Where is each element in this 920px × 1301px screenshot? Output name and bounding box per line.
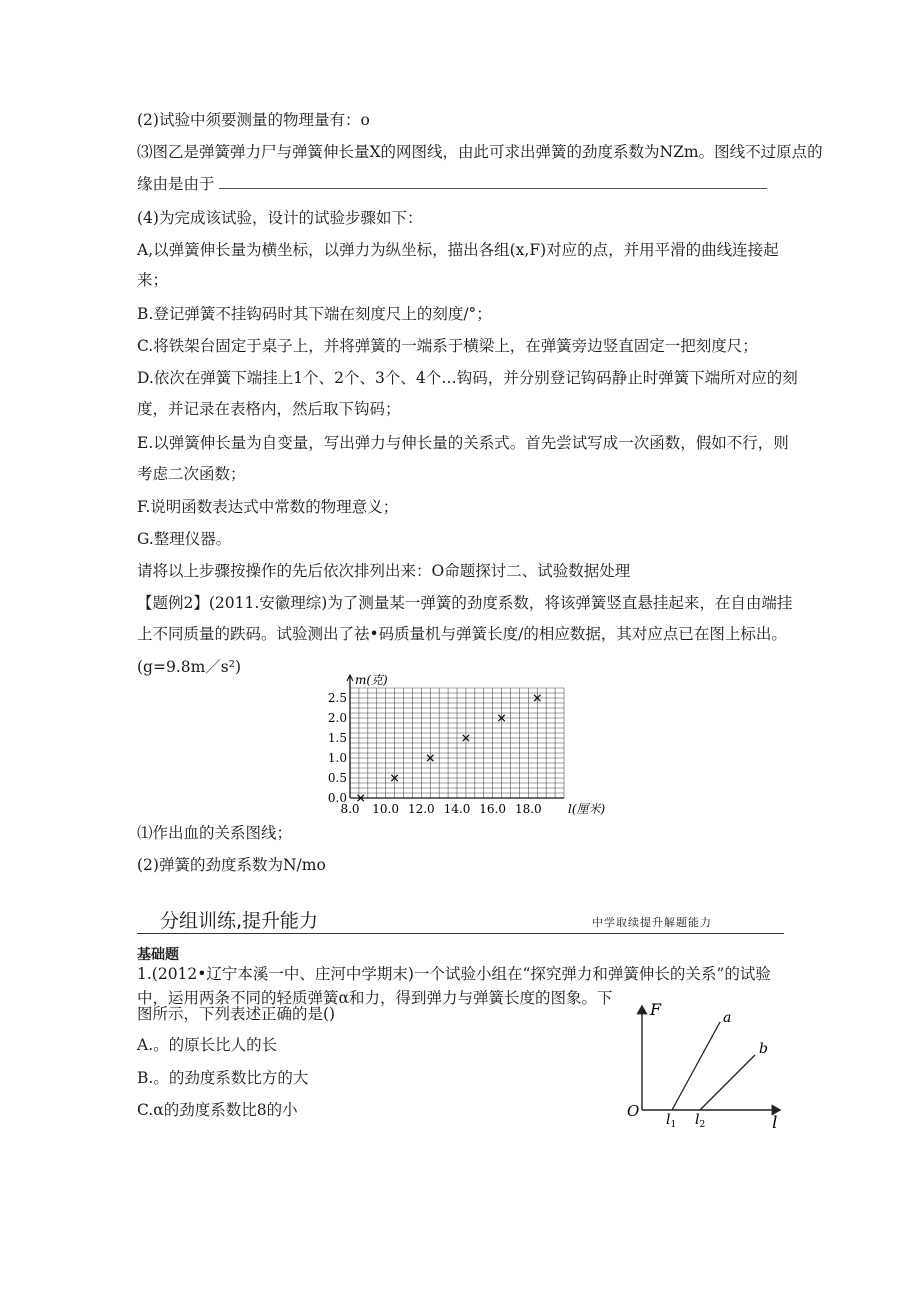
text-segment: 缘由是由于 bbox=[137, 175, 215, 193]
basic-label: 基础题 bbox=[137, 947, 179, 963]
text-line: 【题例2】(2011.安徽理综)为了测量某一弹簧的劲度系数，将该弹簧竖直悬挂起来，在自由端挂 bbox=[137, 594, 793, 612]
text-line: (2)试验中须要测量的物理量有：o bbox=[137, 111, 370, 129]
answer-blank[interactable] bbox=[219, 174, 767, 189]
tick-l2 bbox=[695, 1112, 705, 1130]
text-line: G.整理仪器。 bbox=[137, 530, 232, 548]
y-tick-label: 1.5 bbox=[327, 731, 347, 745]
x-tick-label: 10.0 bbox=[372, 802, 400, 816]
text-line: (g=9.8m／s²) bbox=[137, 658, 242, 676]
y-tick-label: 0.0 bbox=[327, 791, 347, 805]
tick-l1 bbox=[666, 1112, 676, 1130]
section-subtitle: 中学取续提升解题能力 bbox=[592, 916, 712, 929]
y-axis-label: m(克) bbox=[355, 673, 388, 687]
x-axis-label: l(厘米) bbox=[568, 802, 606, 816]
text-line: 上不同质量的跌码。试验测出了祛•码质量机与弹簧长度/的相应数据，其对应点已在图上标出。 bbox=[137, 625, 787, 643]
section-title: 分组训练,提升能力 bbox=[160, 910, 319, 932]
origin-label: O bbox=[627, 1102, 640, 1120]
x-tick-label: 12.0 bbox=[407, 802, 435, 816]
y-axis-label: F bbox=[650, 1000, 662, 1019]
text-line: 度，并记录在表格内，然后取下钩码； bbox=[137, 400, 401, 418]
text-line: 考虑二次函数； bbox=[137, 465, 246, 483]
line-a-label: a bbox=[723, 1010, 732, 1026]
text-line: (4)为完成该试验，设计的试验步骤如下： bbox=[137, 209, 423, 227]
y-tick-label: 0.5 bbox=[327, 771, 347, 785]
text-line: (2)弹簧的劲度系数为N/mo bbox=[137, 856, 326, 874]
text-line: F.说明函数表达式中常数的物理意义； bbox=[137, 498, 399, 516]
x-tick-label: 14.0 bbox=[443, 802, 471, 816]
y-tick-label: 1.0 bbox=[327, 751, 347, 765]
tick-l1-main: l bbox=[666, 1112, 671, 1128]
text-line: B.登记弹簧不挂钩码时其下端在刻度尺上的刻度/°； bbox=[137, 305, 492, 323]
x-axis-label: l bbox=[772, 1113, 778, 1133]
question-line: 中，运用两条不同的轻质弹簧α和力，得到弹力与弹簧长度的图象。下 bbox=[137, 989, 613, 1007]
option-b[interactable]: B.。的劲度系数比方的大 bbox=[137, 1069, 309, 1087]
text-line: 来； bbox=[137, 271, 169, 289]
option-a[interactable]: A.。的原长比人的长 bbox=[137, 1036, 278, 1054]
text-line: D.依次在弹簧下端挂上1个、2个、3个、4个…钩码，并分别登记钩码静止时弹簧下端所对应的刻 bbox=[137, 369, 798, 387]
text-line: C.将铁架台固定于桌子上，并将弹簧的一端系于横梁上，在弹簧旁边竖直固定一把刻度尺； bbox=[137, 337, 758, 355]
question-line: 1.(2012•辽宁本溪一中、庄河中学期末)一个试验小组在“探究弹力和弹簧伸长的关系”的试验 bbox=[137, 965, 771, 983]
line-b bbox=[700, 1055, 755, 1110]
mass-length-chart bbox=[320, 672, 606, 822]
tick-l2-sub: 2 bbox=[699, 1120, 706, 1130]
force-length-graph bbox=[622, 998, 792, 1132]
line-b-label: b bbox=[759, 1041, 768, 1057]
y-tick-label: 2.5 bbox=[327, 691, 347, 705]
text-line: A,以弹簧伸长量为横坐标，以弹力为纵坐标，描出各组(x,F)对应的点，并用平滑的曲线连接起 bbox=[137, 241, 779, 259]
text-line: ⑶图乙是弹簧弹力尸与弹簧伸长量X的网图线，由此可求出弹簧的劲度系数为NZm。图线不过原点的 bbox=[137, 143, 823, 161]
text-line bbox=[137, 174, 767, 194]
question-line: 图所示，下列表述正确的是() bbox=[137, 1005, 336, 1023]
y-tick-label: 2.0 bbox=[327, 711, 347, 725]
tick-l2-main: l bbox=[695, 1112, 700, 1128]
divider bbox=[137, 933, 784, 934]
tick-l1-sub: 1 bbox=[670, 1120, 677, 1130]
text-line: E.以弹簧伸长量为自变量，写出弹力与伸长量的关系式。首先尝试写成一次函数，假如不行，则 bbox=[137, 434, 789, 452]
option-c[interactable]: C.α的劲度系数比8的小 bbox=[137, 1101, 298, 1119]
x-tick-label: 18.0 bbox=[514, 802, 542, 816]
x-tick-label: 8.0 bbox=[340, 802, 360, 816]
x-tick-label: 16.0 bbox=[479, 802, 507, 816]
text-line: ⑴作出血的关系图线； bbox=[137, 824, 293, 842]
text-line: 请将以上步骤按操作的先后依次排列出来：O命题探讨二、试验数据处理 bbox=[137, 562, 631, 580]
